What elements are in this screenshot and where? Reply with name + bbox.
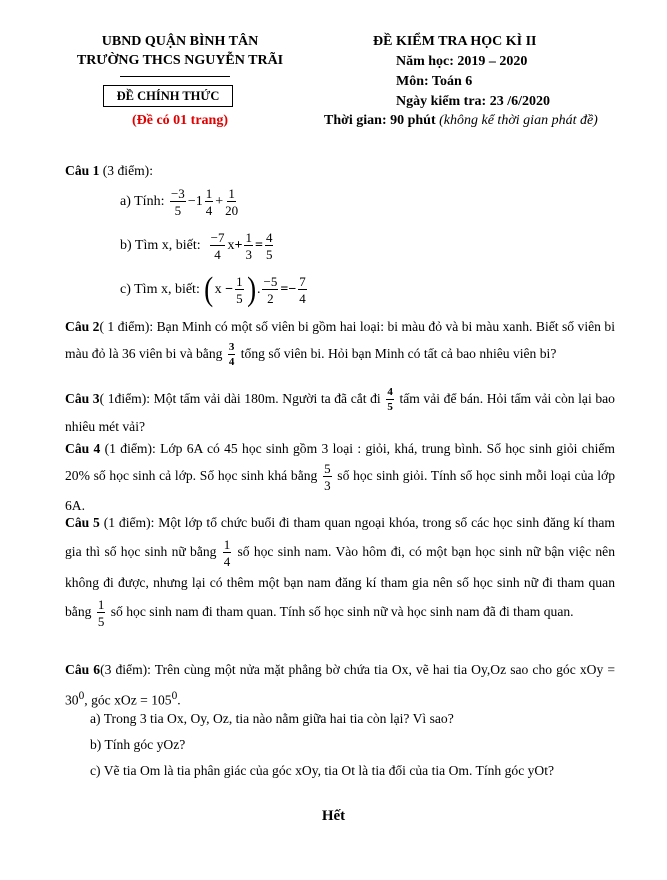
parenthesis: ( bbox=[204, 271, 214, 308]
fraction: $\frac{1}{20}$ bbox=[225, 186, 239, 218]
operator: = bbox=[280, 282, 289, 297]
pages-note: (Đề có 01 trang) bbox=[131, 113, 229, 128]
q4-text: (1 điểm): Lớp 6A có 45 học sinh gồm 3 loại : giỏi, khá, trung bình. Số học sinh giỏi chiếm 20% số học sinh cả lớp. Số học sinh khá bằng bbox=[65, 441, 615, 484]
official-exam-box: ĐỀ CHÍNH THỨC bbox=[103, 85, 233, 107]
fraction: $\frac{-7}{4}$ bbox=[210, 230, 225, 262]
degree-sup: 0 bbox=[78, 690, 85, 702]
duration-label: Thời gian: 90 phút bbox=[324, 113, 436, 128]
subject: Môn: Toán 6 bbox=[396, 74, 473, 89]
operator: + bbox=[234, 238, 243, 253]
q1-label: Câu 1 bbox=[65, 163, 100, 178]
q6-label: Câu 6 bbox=[65, 662, 101, 677]
duration bbox=[324, 113, 598, 129]
q1-part-b bbox=[120, 231, 275, 261]
fraction: $\frac{1}{4}$ bbox=[223, 536, 231, 569]
operator: . bbox=[256, 282, 261, 297]
q2-text: tổng số viên bi. Hỏi bạn Minh có tất cả bao nhiêu viên bi? bbox=[240, 346, 557, 361]
fraction: $\frac{1}{4}$ bbox=[205, 186, 213, 218]
q3-text: ( 1điểm): Một tấm vải dài 180m. Người ta đã cắt đi bbox=[99, 391, 381, 406]
fraction: $\frac{4}{5}$ bbox=[387, 385, 393, 413]
question-3 bbox=[65, 385, 615, 440]
q2-text: ( 1 điểm): Bạn Minh có một số viên bi gồm hai loại: bi màu đỏ và bi màu xanh. Biết số viên bi màu đỏ là 36 viên bi và bằng bbox=[65, 319, 615, 361]
variable: x bbox=[227, 238, 235, 253]
exam-date: Ngày kiểm tra: 23 /6/2020 bbox=[396, 94, 550, 109]
question-2 bbox=[65, 313, 615, 368]
fraction: $\frac{-5}{2}$ bbox=[263, 274, 278, 306]
q1-part-a bbox=[120, 187, 240, 217]
header-divider bbox=[120, 76, 230, 77]
q6-text: . bbox=[177, 692, 181, 708]
q6-item-a: a) Trong 3 tia Ox, Oy, Oz, tia nào nằm giữa hai tia còn lại? Vì sao? bbox=[90, 711, 454, 726]
variable: x bbox=[214, 282, 222, 297]
q6-text: (3 điểm): Trên cùng một nửa mặt phẳng bờ chứa tia Ox, vẽ hai tia Oy,Oz sao cho góc xOy = 30 bbox=[65, 662, 615, 708]
fraction: $\frac{-3}{5}$ bbox=[170, 186, 185, 218]
school-name: TRƯỜNG THCS NGUYỄN TRÃI bbox=[76, 53, 284, 68]
q4-label: Câu 4 bbox=[65, 441, 101, 456]
degree-sup: 0 bbox=[171, 690, 178, 702]
q1c-label: c) Tìm x, biết: bbox=[120, 282, 200, 297]
parenthesis: ) bbox=[246, 271, 256, 308]
fraction: $\frac{4}{5}$ bbox=[265, 230, 273, 262]
q2-label: Câu 2 bbox=[65, 319, 100, 334]
q5-text: số học sinh nam. Vào hôm đi, có một bạn học sinh nữ bận việc nên không đi được, nhưng lại có thêm một bạn nam đăng kí tham gia nên số học sinh nữ đi tham quan bằng bbox=[65, 544, 616, 619]
q1a-label: a) Tính: bbox=[120, 194, 165, 209]
fraction: $\frac{5}{3}$ bbox=[324, 461, 331, 493]
q3-label: Câu 3 bbox=[65, 391, 100, 406]
q3-text: tấm vải để bán. Hỏi tấm vải còn lại bao nhiêu mét vải? bbox=[65, 391, 615, 434]
end-marker: Hết bbox=[321, 808, 346, 824]
operator: −1 bbox=[187, 194, 203, 209]
q5-label: Câu 5 bbox=[65, 515, 100, 530]
q6-item-b: b) Tính góc yOz? bbox=[90, 737, 186, 752]
fraction: $\frac{1}{5}$ bbox=[97, 596, 105, 629]
q5-text: (1 điểm): Một lớp tổ chức buổi đi tham quan ngoại khóa, trong số các học sinh đăng kí tham gia thì số học sinh nữ bằng bbox=[65, 515, 615, 559]
fraction: $\frac{7}{4}$ bbox=[299, 274, 306, 306]
q5-text: số học sinh nam đi tham quan. Tính số học sinh nữ và học sinh nam đã đi tham quan. bbox=[110, 603, 574, 619]
q4-text: số học sinh giỏi. Tính số học sinh mỗi loại của lớp 6A. bbox=[65, 468, 615, 513]
question-4 bbox=[65, 435, 615, 519]
operator: + bbox=[215, 194, 224, 209]
q1-part-c bbox=[120, 273, 309, 307]
operator: − bbox=[225, 282, 234, 297]
school-year: Năm học: 2019 – 2020 bbox=[396, 54, 528, 69]
fraction: $\frac{1}{3}$ bbox=[245, 230, 252, 262]
q1-heading bbox=[65, 163, 153, 179]
operator: = bbox=[254, 238, 263, 253]
q1-points: (3 điểm): bbox=[99, 163, 153, 178]
operator: − bbox=[288, 282, 297, 297]
exam-title: ĐỀ KIỂM TRA HỌC KÌ II bbox=[373, 34, 537, 49]
q1b-label: b) Tìm x, biết: bbox=[120, 238, 201, 253]
district-name: UBND QUẬN BÌNH TÂN bbox=[101, 34, 259, 49]
q6-text: , góc xOz = 105 bbox=[84, 692, 172, 708]
question-5 bbox=[65, 508, 615, 628]
fraction: $\frac{3}{4}$ bbox=[228, 340, 235, 368]
duration-note: (không kể thời gian phát đề) bbox=[439, 113, 598, 128]
q6-item-c: c) Vẽ tia Om là tia phân giác của góc xOy, tia Ot là tia đối của tia Om. Tính góc yOt? bbox=[90, 763, 555, 778]
fraction: $\frac{1}{5}$ bbox=[236, 274, 243, 306]
